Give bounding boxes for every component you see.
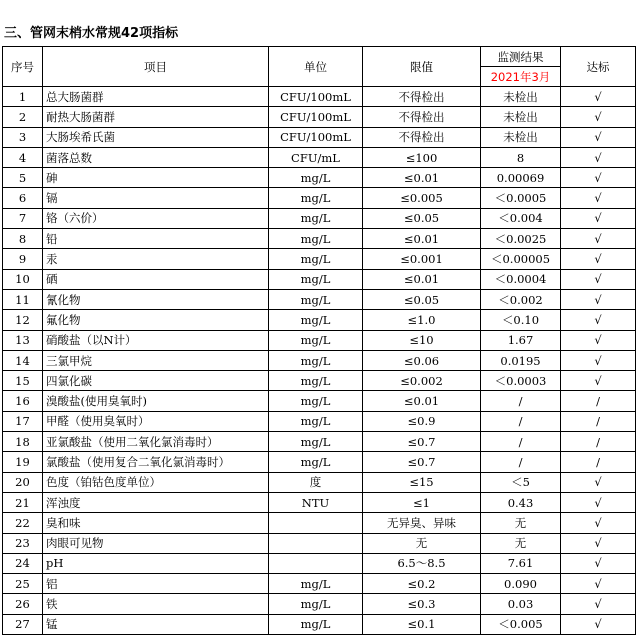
row-unit: mg/L (269, 411, 363, 431)
row-unit: mg/L (269, 330, 363, 350)
row-no: 20 (3, 472, 43, 492)
row-item: 硒 (43, 269, 269, 289)
table-row (3, 249, 636, 269)
row-result: 无 (481, 533, 561, 553)
table-row (3, 391, 636, 411)
row-pass: √ (561, 350, 636, 370)
table-row (3, 87, 636, 107)
row-no: 21 (3, 492, 43, 512)
table-row (3, 147, 636, 167)
row-result: 无 (481, 513, 561, 533)
row-no: 18 (3, 432, 43, 452)
row-limit: ≤100 (363, 147, 481, 167)
row-limit: ≤0.1 (363, 614, 481, 634)
table-row (3, 350, 636, 370)
row-result: / (481, 411, 561, 431)
row-limit: 无 (363, 533, 481, 553)
row-unit: mg/L (269, 391, 363, 411)
table-row (3, 107, 636, 127)
row-unit: CFU/100mL (269, 87, 363, 107)
row-item: 铝 (43, 574, 269, 594)
row-no: 24 (3, 553, 43, 573)
row-item: 四氯化碳 (43, 371, 269, 391)
row-no: 26 (3, 594, 43, 614)
table-row (3, 614, 636, 634)
row-item: 甲醛（使用臭氧时） (43, 411, 269, 431)
table-row (3, 594, 636, 614)
table-row (3, 188, 636, 208)
row-item: 肉眼可见物 (43, 533, 269, 553)
row-no: 9 (3, 249, 43, 269)
table-row (3, 208, 636, 228)
row-result: / (481, 452, 561, 472)
row-limit: ≤0.7 (363, 432, 481, 452)
row-limit: 6.5～8.5 (363, 553, 481, 573)
header-unit: 单位 (269, 47, 363, 87)
row-limit: ≤10 (363, 330, 481, 350)
row-pass: √ (561, 289, 636, 309)
row-item: 镉 (43, 188, 269, 208)
row-item: 臭和味 (43, 513, 269, 533)
row-unit: mg/L (269, 432, 363, 452)
row-result: 8 (481, 147, 561, 167)
row-item: 氰化物 (43, 289, 269, 309)
row-no: 13 (3, 330, 43, 350)
row-pass: √ (561, 87, 636, 107)
row-unit (269, 533, 363, 553)
row-result: / (481, 432, 561, 452)
row-item: 铁 (43, 594, 269, 614)
row-limit: ≤15 (363, 472, 481, 492)
row-result: 1.67 (481, 330, 561, 350)
table-row (3, 269, 636, 289)
row-item: 锰 (43, 614, 269, 634)
row-result: ＜0.005 (481, 614, 561, 634)
row-unit: mg/L (269, 269, 363, 289)
row-limit: 无异臭、异味 (363, 513, 481, 533)
table-row (3, 533, 636, 553)
row-limit: ≤0.01 (363, 391, 481, 411)
header-result: 监测结果 (481, 47, 561, 67)
row-limit: ≤0.05 (363, 289, 481, 309)
table-row (3, 553, 636, 573)
row-no: 25 (3, 574, 43, 594)
row-unit: mg/L (269, 188, 363, 208)
row-no: 1 (3, 87, 43, 107)
header-no: 序号 (3, 47, 43, 87)
row-result: ＜0.00005 (481, 249, 561, 269)
table-row (3, 127, 636, 147)
row-limit: ≤0.001 (363, 249, 481, 269)
row-no: 2 (3, 107, 43, 127)
row-result: ＜0.0004 (481, 269, 561, 289)
row-unit: mg/L (269, 371, 363, 391)
row-no: 10 (3, 269, 43, 289)
row-item: 砷 (43, 168, 269, 188)
row-limit: ≤1 (363, 492, 481, 512)
row-unit (269, 553, 363, 573)
header-item: 项目 (43, 47, 269, 87)
row-unit: mg/L (269, 289, 363, 309)
row-result: 7.61 (481, 553, 561, 573)
table-row (3, 513, 636, 533)
row-result: ＜0.10 (481, 310, 561, 330)
header-result-date: 2021年3月 (481, 67, 561, 87)
row-pass: √ (561, 472, 636, 492)
row-no: 7 (3, 208, 43, 228)
row-limit: ≤0.9 (363, 411, 481, 431)
row-unit: mg/L (269, 249, 363, 269)
header-pass: 达标 (561, 47, 636, 87)
row-pass: √ (561, 168, 636, 188)
table-row (3, 432, 636, 452)
header-limit: 限值 (363, 47, 481, 87)
row-result: 0.03 (481, 594, 561, 614)
row-pass: √ (561, 553, 636, 573)
row-no: 16 (3, 391, 43, 411)
row-unit: mg/L (269, 574, 363, 594)
row-limit: 不得检出 (363, 127, 481, 147)
row-item: 氯酸盐（使用复合二氧化氯消毒时） (43, 452, 269, 472)
row-item: 菌落总数 (43, 147, 269, 167)
row-limit: ≤0.3 (363, 594, 481, 614)
water-quality-table (2, 46, 636, 635)
row-limit: ≤0.01 (363, 229, 481, 249)
row-pass: √ (561, 208, 636, 228)
row-item: 氟化物 (43, 310, 269, 330)
table-row (3, 229, 636, 249)
row-pass: √ (561, 533, 636, 553)
table-row (3, 574, 636, 594)
row-pass: √ (561, 330, 636, 350)
row-item: 亚氯酸盐（使用二氧化氯消毒时） (43, 432, 269, 452)
row-limit: ≤0.7 (363, 452, 481, 472)
row-no: 4 (3, 147, 43, 167)
row-unit: CFU/100mL (269, 127, 363, 147)
row-item: 铅 (43, 229, 269, 249)
row-unit: 度 (269, 472, 363, 492)
row-result: ＜0.0005 (481, 188, 561, 208)
row-pass: √ (561, 127, 636, 147)
row-no: 23 (3, 533, 43, 553)
row-result: 0.0195 (481, 350, 561, 370)
row-unit: mg/L (269, 310, 363, 330)
table-row (3, 371, 636, 391)
row-limit: ≤0.005 (363, 188, 481, 208)
row-pass: / (561, 432, 636, 452)
row-unit (269, 513, 363, 533)
row-result: 未检出 (481, 107, 561, 127)
row-no: 22 (3, 513, 43, 533)
row-result: ＜0.002 (481, 289, 561, 309)
row-pass: √ (561, 594, 636, 614)
row-no: 8 (3, 229, 43, 249)
row-unit: mg/L (269, 594, 363, 614)
row-pass: / (561, 411, 636, 431)
row-no: 6 (3, 188, 43, 208)
row-pass: √ (561, 513, 636, 533)
row-result: ＜0.004 (481, 208, 561, 228)
row-result: 0.43 (481, 492, 561, 512)
row-pass: √ (561, 229, 636, 249)
row-result: / (481, 391, 561, 411)
table-row (3, 411, 636, 431)
row-limit: ≤0.002 (363, 371, 481, 391)
row-unit: mg/L (269, 452, 363, 472)
row-no: 12 (3, 310, 43, 330)
row-item: 色度（铂钴色度单位） (43, 472, 269, 492)
row-unit: mg/L (269, 614, 363, 634)
row-limit: ≤0.05 (363, 208, 481, 228)
row-no: 19 (3, 452, 43, 472)
row-pass: √ (561, 574, 636, 594)
row-pass: / (561, 391, 636, 411)
row-item: 铬（六价） (43, 208, 269, 228)
section-title: 三、管网末梢水常规42项指标 (4, 26, 179, 41)
row-no: 14 (3, 350, 43, 370)
row-result: ＜0.0003 (481, 371, 561, 391)
table-header-row (3, 47, 636, 67)
row-result: 0.090 (481, 574, 561, 594)
row-result: 0.00069 (481, 168, 561, 188)
row-limit: ≤1.0 (363, 310, 481, 330)
row-unit: mg/L (269, 229, 363, 249)
row-item: 浑浊度 (43, 492, 269, 512)
row-no: 11 (3, 289, 43, 309)
row-result: 未检出 (481, 127, 561, 147)
row-item: 大肠埃希氏菌 (43, 127, 269, 147)
row-pass: √ (561, 188, 636, 208)
row-no: 3 (3, 127, 43, 147)
row-unit: mg/L (269, 208, 363, 228)
row-pass: √ (561, 147, 636, 167)
row-pass: √ (561, 310, 636, 330)
row-result: 未检出 (481, 87, 561, 107)
row-no: 17 (3, 411, 43, 431)
row-unit: NTU (269, 492, 363, 512)
table-row (3, 472, 636, 492)
row-item: 汞 (43, 249, 269, 269)
table-row (3, 168, 636, 188)
row-pass: / (561, 452, 636, 472)
row-limit: ≤0.06 (363, 350, 481, 370)
row-pass: √ (561, 371, 636, 391)
table-row (3, 492, 636, 512)
table-row (3, 452, 636, 472)
row-limit: ≤0.2 (363, 574, 481, 594)
row-unit: CFU/100mL (269, 107, 363, 127)
row-item: 三氯甲烷 (43, 350, 269, 370)
row-result: ＜0.0025 (481, 229, 561, 249)
row-pass: √ (561, 614, 636, 634)
table-body (3, 87, 636, 635)
table-row (3, 330, 636, 350)
row-unit: mg/L (269, 350, 363, 370)
row-item: 溴酸盐(使用臭氧时) (43, 391, 269, 411)
row-limit: ≤0.01 (363, 269, 481, 289)
row-item: 耐热大肠菌群 (43, 107, 269, 127)
row-item: pH (43, 553, 269, 573)
row-no: 27 (3, 614, 43, 634)
row-item: 总大肠菌群 (43, 87, 269, 107)
row-no: 5 (3, 168, 43, 188)
row-no: 15 (3, 371, 43, 391)
row-unit: CFU/mL (269, 147, 363, 167)
row-limit: ≤0.01 (363, 168, 481, 188)
row-limit: 不得检出 (363, 107, 481, 127)
row-unit: mg/L (269, 168, 363, 188)
row-pass: √ (561, 269, 636, 289)
row-item: 硝酸盐（以N计） (43, 330, 269, 350)
row-pass: √ (561, 492, 636, 512)
table-row (3, 289, 636, 309)
row-result: ＜5 (481, 472, 561, 492)
row-limit: 不得检出 (363, 87, 481, 107)
row-pass: √ (561, 249, 636, 269)
table-row (3, 310, 636, 330)
row-pass: √ (561, 107, 636, 127)
